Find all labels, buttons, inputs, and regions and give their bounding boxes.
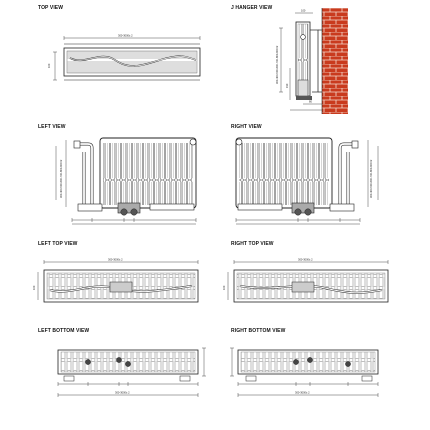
left-view-drawing [56, 138, 196, 224]
hanger-top-dim: 100 [301, 9, 306, 13]
hanger-side-dim: 190 [286, 83, 289, 88]
left-view-title: LEFT VIEW [38, 124, 66, 130]
left-top-length-dim: 300-3000± 2 [108, 258, 123, 262]
right-bottom-length-dim: 300-3000± 2 [295, 391, 310, 395]
left-top-view-title: LEFT TOP VIEW [38, 241, 78, 247]
right-top-depth-dim: 100 [223, 285, 226, 290]
left-view-height-dim: 300-400-500-600-700-800-900±2 [60, 159, 63, 198]
top-view-title: TOP VIEW [38, 5, 64, 11]
hanger-height-dim: 300-400-500-600-700-800-900±2 [276, 45, 279, 84]
right-bottom-view-drawing [230, 348, 378, 397]
left-bottom-view-title: LEFT BOTTOM VIEW [38, 328, 90, 334]
top-view-drawing [47, 34, 200, 81]
left-top-depth-dim: 100 [33, 285, 36, 290]
right-view-title: RIGHT VIEW [231, 124, 262, 130]
top-view-length-dim: 300-3000± 2 [118, 34, 133, 38]
right-bottom-view-title: RIGHT BOTTOM VIEW [231, 328, 286, 334]
left-bottom-length-dim: 300-3000± 2 [115, 391, 130, 395]
right-view-drawing [236, 138, 378, 224]
j-hanger-drawing [275, 8, 348, 114]
right-view-height-dim: 300-400-500-600-700-800-900±2 [370, 159, 373, 198]
left-bottom-view-drawing [58, 348, 206, 397]
right-top-view-title: RIGHT TOP VIEW [231, 241, 274, 247]
j-hanger-view-title: J HANGER VIEW [231, 5, 273, 11]
top-view-depth-dim: 100 [48, 63, 51, 68]
right-top-view-drawing [222, 258, 388, 303]
right-top-length-dim: 300-3000± 2 [298, 258, 313, 262]
hanger-bottom-dim: 80 [309, 100, 312, 104]
left-top-view-drawing [32, 258, 198, 303]
